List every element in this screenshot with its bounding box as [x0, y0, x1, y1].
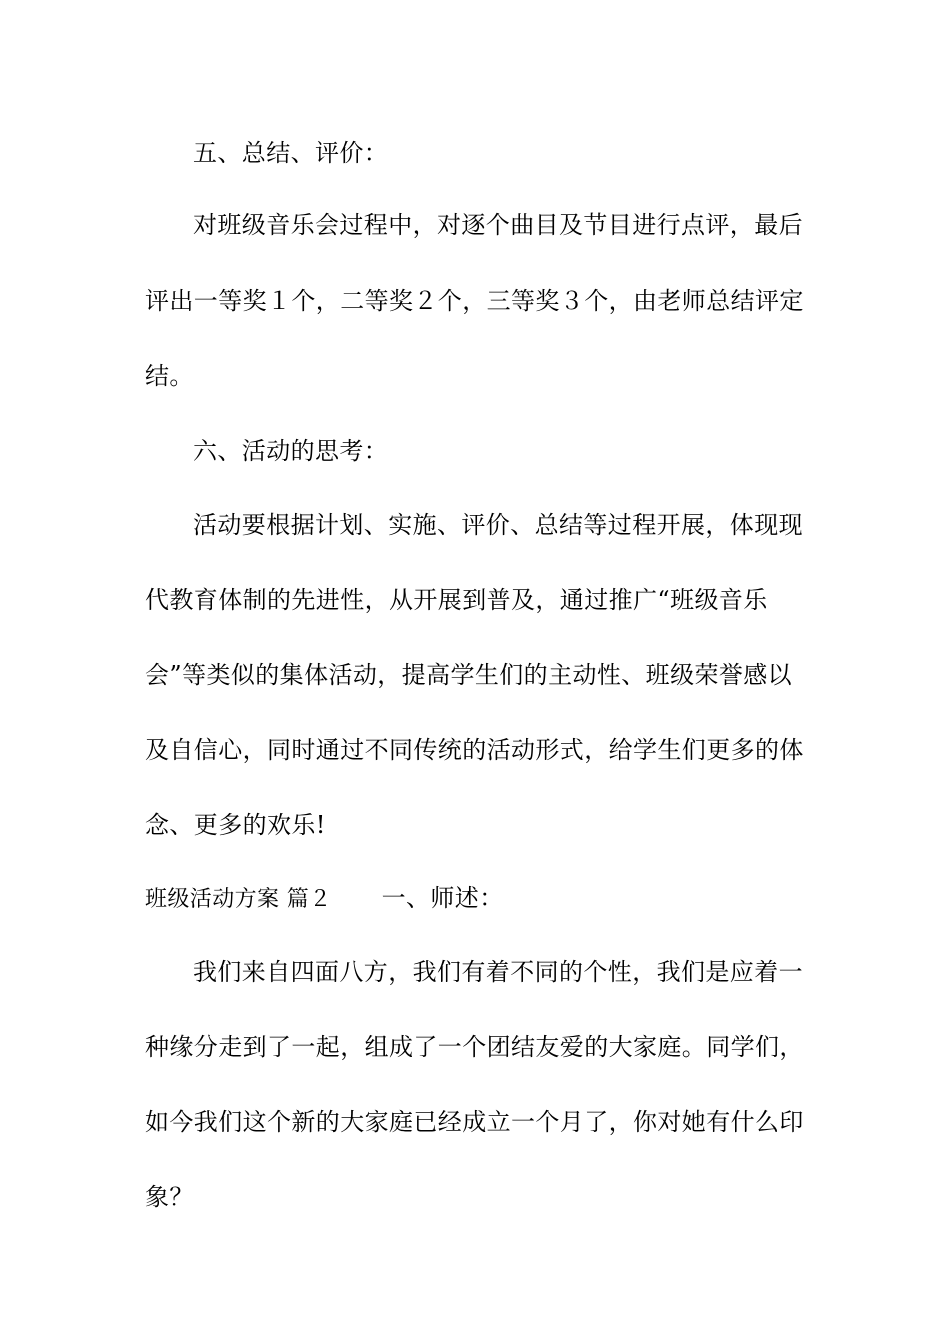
paragraph-line: 种缘分走到了一起，组成了一个团结友爱的大家庭。同学们，	[145, 1033, 804, 1061]
paragraph-line: 念、更多的欢乐!	[145, 811, 326, 839]
paragraph-line: 我们来自四面八方，我们有着不同的个性，我们是应着一	[193, 958, 803, 986]
plan-title-line	[145, 883, 504, 915]
paragraph-line: 结。	[145, 362, 194, 390]
section-heading-reflection: 六、活动的思考：	[193, 437, 389, 465]
paragraph-line: 及自信心，同时通过不同传统的活动形式，给学生们更多的体	[145, 736, 804, 764]
section-heading-teacher-statement: 一、师述：	[381, 884, 504, 912]
paragraph-line: 如今我们这个新的大家庭已经成立一个月了，你对她有什么印	[145, 1108, 804, 1136]
paragraph-line: 活动要根据计划、实施、评价、总结等过程开展，体现现	[193, 511, 803, 539]
paragraph-line: 评出一等奖１个，二等奖２个，三等奖３个，由老师总结评定	[145, 287, 804, 315]
paragraph-line: 代教育体制的先进性，从开展到普及，通过推广“班级音乐	[145, 586, 768, 614]
paragraph-line: 会”等类似的集体活动，提高学生们的主动性、班级荣誉感以	[145, 661, 793, 689]
plan-title: 班级活动方案 篇２	[145, 887, 332, 912]
section-heading-summary: 五、总结、评价：	[193, 139, 389, 167]
paragraph-line: 对班级音乐会过程中，对逐个曲目及节目进行点评，最后	[193, 211, 803, 239]
paragraph-line: 象？	[145, 1183, 194, 1211]
